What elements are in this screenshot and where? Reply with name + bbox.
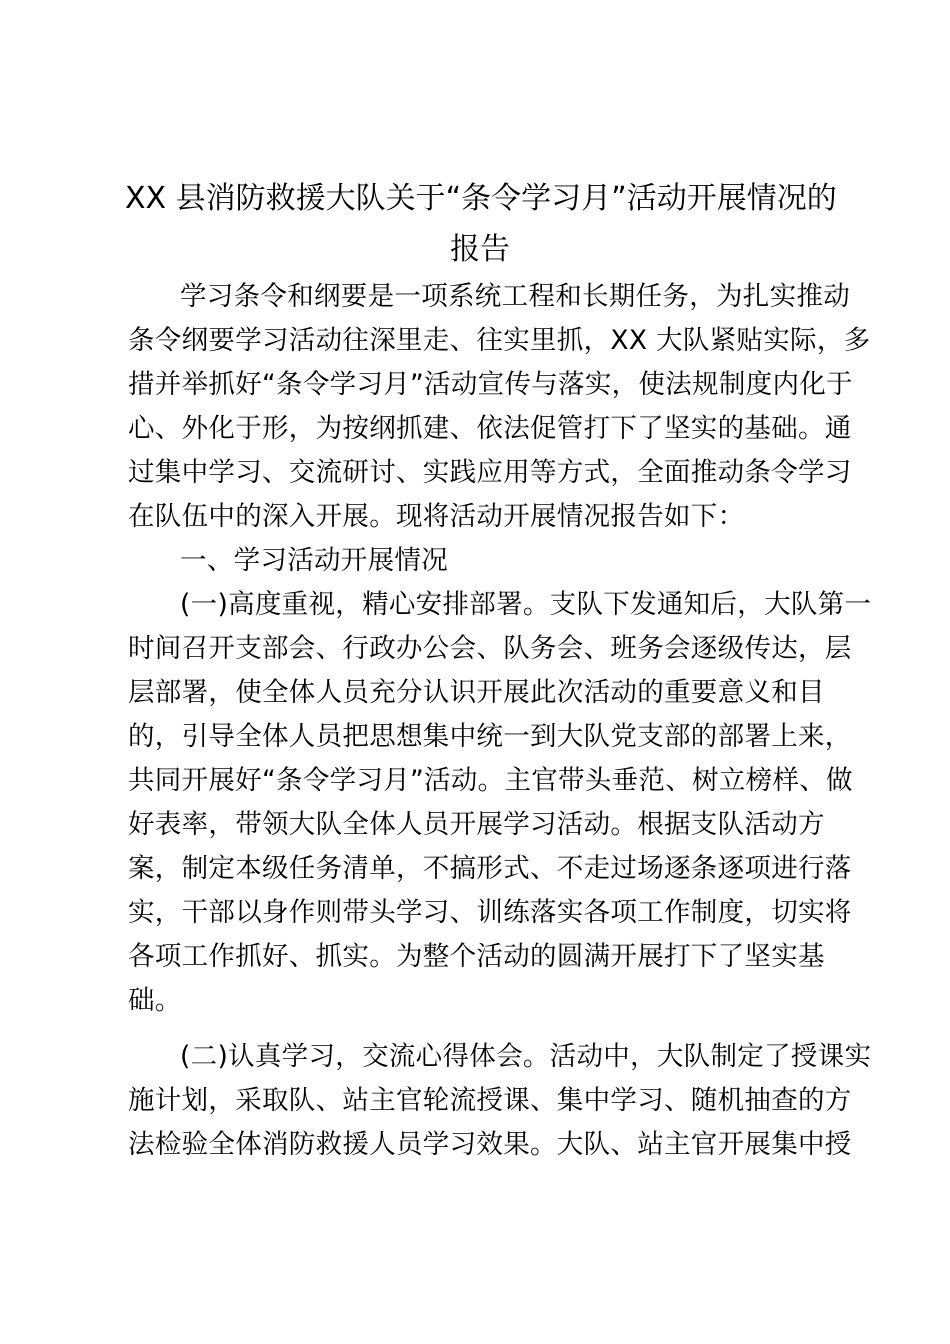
section-heading: 一、学习活动开展情况 bbox=[180, 545, 448, 576]
document-title-line-1: XX 县消防救援大队关于“条令学习月”活动开展情况的 bbox=[125, 181, 837, 216]
paragraph-line: 措并举抓好“条令学习月”活动宣传与落实，使法规制度内化于 bbox=[128, 369, 853, 400]
paragraph-line: 础。 bbox=[128, 985, 182, 1016]
document-title-line-2: 报告 bbox=[450, 232, 510, 267]
paragraph-line: 实，干部以身作则带头学习、训练落实各项工作制度，切实将 bbox=[128, 897, 852, 928]
paragraph-line: 时间召开支部会、行政办公会、队务会、班务会逐级传达，层 bbox=[128, 633, 852, 664]
paragraph-line: 法检验全体消防救援人员学习效果。大队、站主官开展集中授 bbox=[128, 1129, 852, 1160]
paragraph-line: 好表率，带领大队全体人员开展学习活动。根据支队活动方 bbox=[128, 809, 825, 840]
paragraph-line: 施计划，采取队、站主官轮流授课、集中学习、随机抽查的方 bbox=[128, 1085, 852, 1116]
paragraph-line: 各项工作抓好、抓实。为整个活动的圆满开展打下了坚实基 bbox=[128, 941, 825, 972]
paragraph-line: 层部署，使全体人员充分认识开展此次活动的重要意义和目 bbox=[128, 677, 825, 708]
paragraph-line: 条令纲要学习活动往深里走、往实里抓，XX 大队紧贴实际，多 bbox=[128, 325, 871, 356]
paragraph-line: (二)认真学习，交流心得体会。活动中，大队制定了授课实 bbox=[180, 1041, 872, 1072]
paragraph-line: 的，引导全体人员把思想集中统一到大队党支部的部署上来， bbox=[128, 721, 852, 752]
paragraph-line: 学习条令和纲要是一项系统工程和长期任务，为扎实推动 bbox=[180, 281, 850, 312]
paragraph-line: 共同开展好“条令学习月”活动。主官带头垂范、树立榜样、做 bbox=[128, 765, 853, 796]
paragraph-line: 心、外化于形，为按纲抓建、依法促管打下了坚实的基础。通 bbox=[128, 413, 852, 444]
paragraph-line: 过集中学习、交流研讨、实践应用等方式，全面推动条令学习 bbox=[128, 457, 852, 488]
paragraph-line: (一)高度重视，精心安排部署。支队下发通知后，大队第一 bbox=[180, 589, 872, 620]
paragraph-line: 在队伍中的深入开展。现将活动开展情况报告如下： bbox=[128, 501, 745, 532]
paragraph-line: 案，制定本级任务清单，不搞形式、不走过场逐条逐项进行落 bbox=[128, 853, 852, 884]
